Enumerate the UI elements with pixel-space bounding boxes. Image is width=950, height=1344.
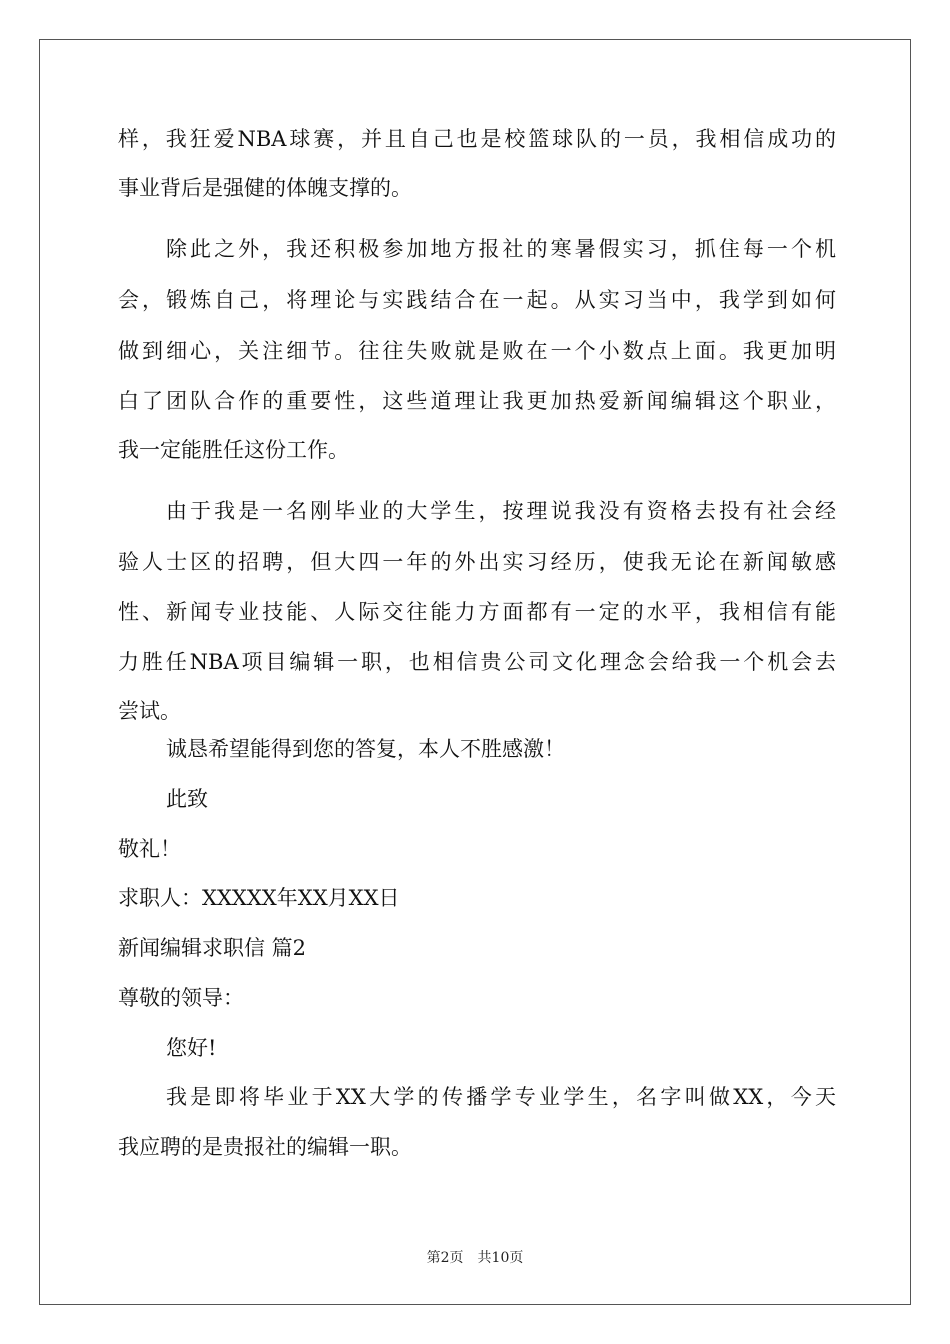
text-line: 求职人：XXXXX年XX月XX日 [118,886,400,910]
text-line: 白了团队合作的重要性，这些道理让我更加热爱新闻编辑这个职业， [118,389,836,413]
text-line: 性、新闻专业技能、人际交往能力方面都有一定的水平，我相信有能 [118,600,836,624]
text-line: 除此之外，我还积极参加地方报社的寒暑假实习，抓住每一个机 [166,237,836,261]
text-line: 尝试。 [118,699,181,723]
text-line: 会，锻炼自己，将理论与实践结合在一起。从实习当中，我学到如何 [118,288,836,312]
text-line: 事业背后是强健的体魄支撑的。 [118,176,412,200]
salutation: 尊敬的领导： [118,986,244,1010]
text-line: 力胜任NBA项目编辑一职，也相信贵公司文化理念会给我一个机会去 [118,650,836,674]
text-line: 做到细心，关注细节。往往失败就是败在一个小数点上面。我更加明 [118,339,836,363]
text-line: 由于我是一名刚毕业的大学生，按理说我没有资格去投有社会经 [166,499,836,523]
text-line: 诚恳希望能得到您的答复，本人不胜感激！ [166,737,565,761]
page-footer: 第2页 共10页 [426,1250,524,1266]
text-line: 我是即将毕业于XX大学的传播学专业学生，名字叫做XX，今天 [166,1085,836,1109]
section-heading: 新闻编辑求职信 篇2 [118,936,307,960]
text-line: 我应聘的是贵报社的编辑一职。 [118,1135,412,1159]
text-line: 验人士区的招聘，但大四一年的外出实习经历，使我无论在新闻敏感 [118,550,836,574]
text-line: 我一定能胜任这份工作。 [118,438,349,462]
text-line: 此致 [166,787,208,811]
greeting: 您好! [166,1036,217,1060]
text-line: 样，我狂爱NBA球赛，并且自己也是校篮球队的一员，我相信成功的 [118,127,836,151]
text-line: 敬礼！ [118,837,181,861]
